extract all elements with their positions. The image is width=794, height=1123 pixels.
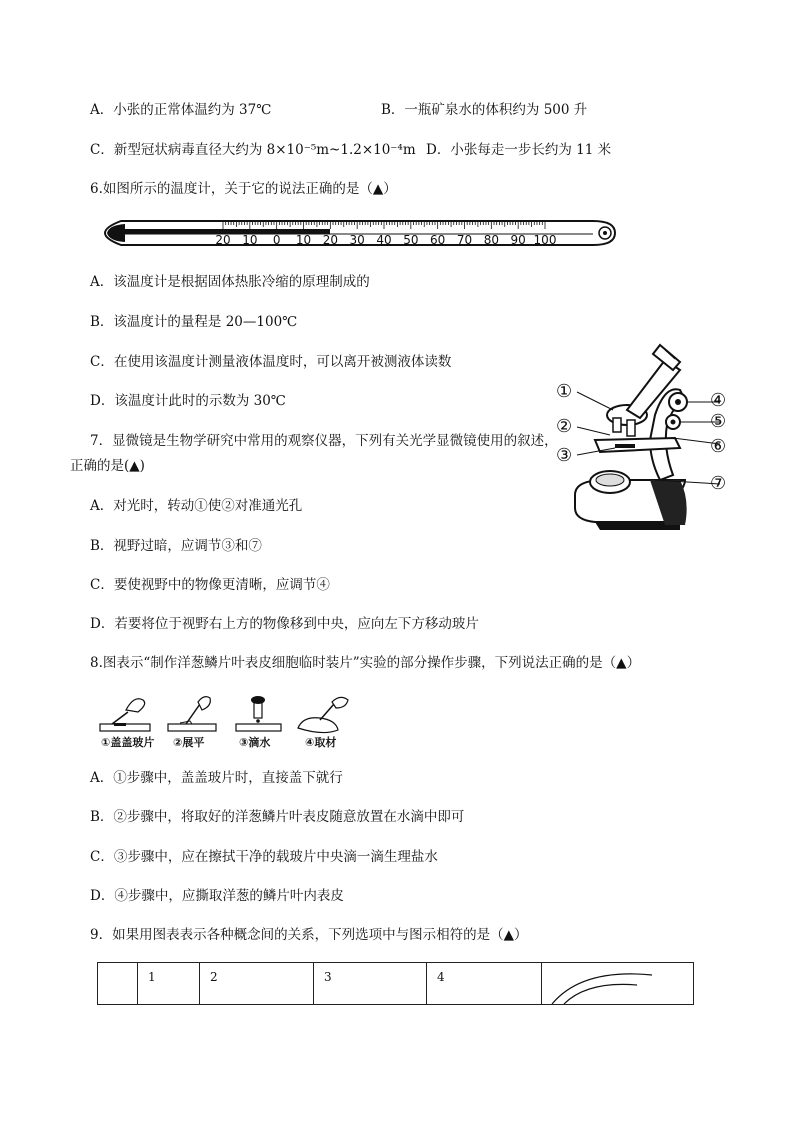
q7-option-a: A．对光时，转动①使②对准通光孔 xyxy=(90,498,303,514)
thermometer-scale-label: 60 xyxy=(430,233,446,247)
q7-option-d: D．若要将位于视野右上方的物像移到中央，应向左下方移动玻片 xyxy=(90,616,479,632)
thermometer-scale-label: 100 xyxy=(533,233,557,247)
q6-option-d: D．该温度计此时的示数为 30℃ xyxy=(90,393,286,409)
step-label-2: ②展平 xyxy=(173,736,205,749)
thermometer-scale-label: 0 xyxy=(272,233,281,247)
q6-option-b: B．该温度计的量程是 20—100℃ xyxy=(90,314,298,330)
thermometer-figure xyxy=(103,213,623,253)
thermometer-scale-label: 10 xyxy=(295,233,312,247)
q8-stem: 8.图表示“制作洋葱鳞片叶表皮细胞临时装片”实验的部分操作步骤，下列说法正确的是（▲） xyxy=(90,655,641,671)
table-header-blank xyxy=(98,963,138,1004)
table-header-1: 1 xyxy=(138,963,200,1004)
thermometer-scale-label: 80 xyxy=(483,233,499,247)
microscope-label-5: ⑤ xyxy=(710,411,727,432)
q8-option-b: B．②步骤中，将取好的洋葱鳞片叶表皮随意放置在水滴中即可 xyxy=(90,809,465,825)
microscope-label-3: ③ xyxy=(556,445,573,466)
q8-option-a: A．①步骤中，盖盖玻片时，直接盖下就行 xyxy=(90,770,343,786)
q8-option-c: C．③步骤中，应在擦拭干净的载玻片中央滴一滴生理盐水 xyxy=(90,849,438,865)
q6-option-c: C．在使用该温度计测量液体温度时，可以离开被测液体读数 xyxy=(90,354,452,370)
table-header-3: 3 xyxy=(314,963,427,1004)
q5-option-c: C．新型冠状病毒直径大约为 8×10⁻⁵m~1.2×10⁻⁴m xyxy=(90,142,416,158)
table-header-2: 2 xyxy=(200,963,314,1004)
step-label-1: ①盖盖玻片 xyxy=(101,736,155,749)
thermometer-scale-label: 70 xyxy=(456,233,473,247)
q9-stem: 9．如果用图表表示各种概念间的关系，下列选项中与图示相符的是（▲） xyxy=(90,927,528,943)
step-label-3: ③滴水 xyxy=(239,736,271,749)
q7-stem-line1: 7．显微镜是生物学研究中常用的观察仪器，下列有关光学显微镜使用的叙述， xyxy=(90,433,558,449)
q5-option-b: B．一瓶矿泉水的体积约为 500 升 xyxy=(381,102,588,118)
microscope-label-1: ① xyxy=(556,381,573,402)
thermometer-scale-label: 90 xyxy=(510,233,526,247)
q7-stem-line2: 正确的是(▲) xyxy=(70,458,145,474)
q7-option-c: C．要使视野中的物像更清晰，应调节④ xyxy=(90,577,330,593)
microscope-label-6: ⑥ xyxy=(710,436,727,457)
microscope-label-2: ② xyxy=(556,416,573,437)
thermometer-scale-label: 20 xyxy=(322,233,338,247)
microscope-label-7: ⑦ xyxy=(710,473,727,494)
microscope-label-4: ④ xyxy=(710,390,727,411)
q7-option-b: B．视野过暗，应调节③和⑦ xyxy=(90,538,262,554)
q6-stem: 6.如图所示的温度计，关于它的说法正确的是（▲） xyxy=(90,181,397,197)
thermometer-scale-label: 50 xyxy=(403,233,419,247)
q5-option-a: A．小张的正常体温约为 37℃ xyxy=(90,102,272,118)
table-header-4: 4 xyxy=(427,963,542,1004)
q6-option-a: A．该温度计是根据固体热胀冷缩的原理制成的 xyxy=(90,274,370,290)
concept-circle-diagram xyxy=(542,963,693,1004)
q8-option-d: D．④步骤中，应撕取洋葱的鳞片叶内表皮 xyxy=(90,888,344,904)
thermometer-scale-label: 10 xyxy=(242,233,258,247)
concept-table xyxy=(97,962,694,1005)
step-label-4: ④取材 xyxy=(305,736,337,749)
q5-option-d: D．小张每走一步长约为 11 米 xyxy=(426,142,612,158)
thermometer-scale-label: 40 xyxy=(376,233,392,247)
microscope-figure xyxy=(555,330,765,530)
thermometer-scale-label: 20 xyxy=(215,233,231,247)
thermometer-scale-label: 30 xyxy=(349,233,365,247)
